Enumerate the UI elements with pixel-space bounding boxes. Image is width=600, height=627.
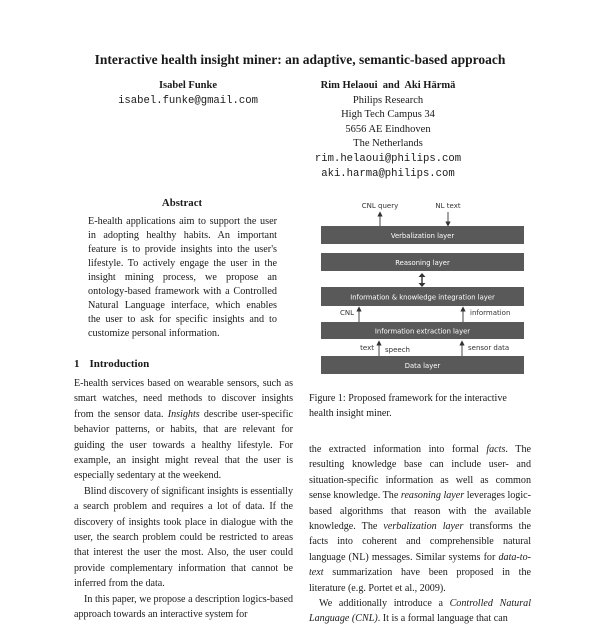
layer-label: Information & knowledge integration layer: [350, 293, 495, 302]
author-block-1: [98, 79, 278, 108]
author-email: aki.harma@philips.com: [321, 167, 455, 180]
paper-title: Interactive health insight miner: an adaptive, semantic-based approach: [94, 52, 506, 67]
paragraph: In this paper, we propose a description logics-based approach towards an interactive system for: [74, 593, 293, 621]
author-email: isabel.funke@gmail.com: [118, 94, 258, 107]
figure-caption: Figure 1: Proposed framework for the interactive health insight miner.: [309, 393, 507, 419]
abstract-text: E-health applications aim to support the user in adopting healthy habits. An important feature is to provide insights into the user's lifestyle. To actively engage the user in the insight mining process, we propose an ontology-based framework with a Controlled Natural Language interface, which enables the user to ask for specific insights and to customize personal information.: [88, 216, 277, 339]
paragraph: the extracted information into formal facts. The resulting knowledge base can include user- and situation-specific information as well as common sense knowledge. The reasoning layer leverages logic-based algorithms that reason with the available knowledge. The verbalization layer transforms the facts into coherent and comprehensible natural language (NL) messages. Similar systems for data-to-text summarization have been proposed in the literature (e.g. Portet et al., 2009).: [309, 444, 531, 594]
section-heading: [74, 358, 149, 370]
label-information: information: [470, 309, 511, 317]
author-block-2: [298, 79, 478, 181]
author-names: Rim Helaoui and Aki Härmä: [320, 80, 456, 91]
author-name: Isabel Funke: [158, 80, 218, 91]
label-nl-text: NL text: [435, 202, 461, 210]
layer-label: Data layer: [404, 362, 441, 370]
affiliation-line: Philips Research: [352, 94, 424, 106]
affiliation-line: 5656 AE Eindhoven: [345, 123, 431, 135]
label-sensor-data: sensor data: [468, 344, 510, 352]
abstract-heading: Abstract: [161, 197, 203, 209]
label-cnl-query: CNL query: [361, 202, 399, 210]
layer-label: Reasoning layer: [395, 259, 450, 267]
affiliation-line: The Netherlands: [353, 138, 423, 150]
paragraph: E-health services based on wearable sensors, such as smart watches, need methods to discover insights from the sensor data. Insights describe user-specific behavior patterns, or habits, that are relevant for guiding the user towards a healthy lifestyle. For example, an insight might reveal that the user is especially sedentary at the weekend.: [74, 378, 293, 482]
layer-label: Verbalization layer: [390, 232, 455, 240]
label-cnl: CNL: [339, 309, 354, 317]
affiliation-line: High Tech Campus 34: [341, 109, 435, 121]
label-text: text: [360, 344, 374, 352]
paragraph: Blind discovery of significant insights is essentially a search problem and requires a lot of data. If the discovery of insights took place in dialogue with the user, the search problem could be restricted to areas that interest the user the most. Also, the user could provide complementary information that cannot be inferred from the data.: [74, 485, 293, 590]
framework-figure: [318, 196, 528, 376]
section-number: 1: [74, 358, 80, 370]
author-email: rim.helaoui@philips.com: [314, 152, 462, 165]
column-two-body: [309, 442, 531, 627]
layer-label: Information extraction layer: [374, 327, 471, 336]
section-title: Introduction: [89, 358, 150, 370]
intro-body: [74, 376, 293, 623]
label-speech: speech: [385, 346, 410, 354]
paragraph: We additionally introduce a Controlled Natural Language (CNL). It is a formal language that can: [309, 598, 531, 625]
